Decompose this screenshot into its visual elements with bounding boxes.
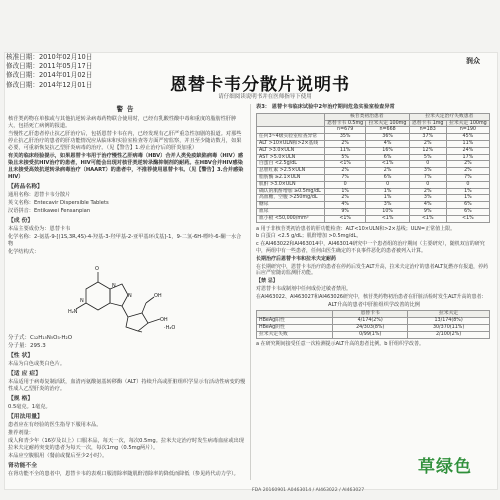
- table-body: [257, 127, 490, 222]
- table-cell: 13/174(8%): [408, 318, 490, 325]
- table-row: [257, 181, 490, 188]
- table-cell: 0/99(1%): [333, 331, 408, 338]
- dosage-text: 本品应空腹服用（餐前或餐后至少2小时）。: [8, 453, 108, 460]
- table-cell: 3%: [409, 195, 446, 202]
- table-row: [257, 195, 490, 202]
- table-header: [257, 113, 325, 127]
- table-cell: n=183: [409, 127, 446, 134]
- table-cell: 确认的肌酐增加 ≥0.5mg/dL: [257, 188, 325, 195]
- table-cell: 总胆红素 >2.5×ULN: [257, 168, 325, 175]
- table-cell: 3%: [409, 168, 446, 175]
- table-cell: 4%: [409, 202, 446, 209]
- table-cell: 30/370(11%): [408, 324, 490, 331]
- table-header: 拉米夫定 100mg: [446, 120, 489, 127]
- table-cell: 2/100(2%): [408, 331, 490, 338]
- color-stamp: 草绿色: [418, 457, 472, 477]
- table-cell: <1%: [409, 215, 446, 222]
- table-row: [257, 147, 490, 154]
- table-cell: 7%: [409, 174, 446, 181]
- table-cell: 11%: [446, 140, 489, 147]
- table-cell: 4%: [366, 140, 409, 147]
- table-row: [257, 208, 490, 215]
- table-cell: 2%: [324, 195, 366, 202]
- approval-date-line: 核准日期：2010年02月10日: [6, 53, 93, 61]
- table-cell: n=190: [446, 127, 489, 134]
- table-cell: HBeAg阳性: [257, 318, 333, 325]
- svg-text:H₂N: H₂N: [68, 309, 78, 315]
- drug-name-heading: 【药品名称】: [8, 184, 43, 190]
- table-cell: 7%: [324, 174, 366, 181]
- table-cell: 1%: [446, 195, 489, 202]
- indication-heading: 【适 应 症】: [8, 371, 42, 378]
- table-cell: 7%: [446, 174, 489, 181]
- table-cell: n=679: [324, 127, 366, 134]
- table-cell: HBeAg阴性: [257, 324, 333, 331]
- table-cell: 肌酐 >3.0×ULN: [257, 181, 325, 188]
- table-row: [257, 127, 490, 134]
- structure-label: 化学结构式：: [8, 249, 40, 255]
- warning-paragraph: 核苷类药物在单独或与其他抗逆转录病毒药物联合使用时，已经有乳酸性酸中毒和重度的脂肪性肝肿大，包括死亡病例的报道。: [8, 116, 237, 129]
- table-cell: AST >5.0×ULN: [257, 154, 325, 161]
- warning-paragraph: 有关的临床经验提示，如果恩替卡韦用于治疗慢性乙肝病毒（HBV）合并人类免疫缺陷病毒（HIV）感染且未接受抗HIV治疗的患者，HIV可能会出现对核苷类逆转录酶抑制剂的耐药。在HBV合并HIV感染且未接受高效抗逆转录病毒治疗（HAART）的患者中，不推荐使用恩替卡韦。（见【警告】3.合并感染HIV）: [8, 153, 244, 180]
- table-cell: ALT >3.0×ULN: [257, 147, 325, 154]
- table-cell: <1%: [366, 215, 409, 222]
- table-cell: 0: [409, 161, 446, 168]
- table-cell: 拉米夫定失败: [257, 331, 333, 338]
- table-cell: <1%: [324, 215, 366, 222]
- table-cell: 6%: [366, 154, 409, 161]
- appearance-text: 本品为白色或类白色片。: [8, 361, 66, 368]
- table-cell: 36%: [366, 134, 409, 141]
- table-row: [257, 202, 490, 209]
- generic-name: 通用名称：恩替卡韦分散片: [8, 192, 71, 198]
- table-cell: 6%: [366, 174, 409, 181]
- pinyin-name: 汉语拼音：Entikawei Fensanpian: [8, 208, 91, 214]
- table-body: [257, 318, 490, 338]
- revision-date-line: 修改日期：2014年12月01日: [6, 80, 93, 89]
- warning-heading: 警告: [116, 105, 138, 113]
- table-row: [257, 154, 490, 161]
- table-cell: 16%: [366, 147, 409, 154]
- table-header: 恩替卡韦 1mg: [409, 120, 446, 127]
- table-row: [257, 140, 490, 147]
- svg-text:OH: OH: [154, 293, 162, 299]
- table-cell: ALT >10×ULN和>2×基线: [257, 140, 325, 147]
- column-divider: [250, 104, 251, 480]
- footer-code: FDA 20160901 A0463014 / AI463022 / AI463027: [252, 488, 365, 493]
- table-row: [257, 174, 490, 181]
- left-column: [8, 104, 246, 479]
- renal-heading: 肾功能不全: [8, 463, 37, 470]
- warning-paragraph: 当慢性乙肝患者停止抗乙肝治疗后，包括恩替卡韦在内，已经发现有乙肝严重急性加剧的报道。对那些停止抗乙肝治疗的患者的肝功能情况应从临床和实验室检查等方面严密监察，并且至少随访数月，如果必要，可重新恢复抗乙型肝炎病毒的治疗。（见【警告】1.停止治疗后的肝炎加重）: [8, 131, 242, 151]
- table-cell: 0: [324, 181, 366, 188]
- table-footnote: c 在AI463022和AI463014中，AI463014研究中一个患者组的治疗期间（主要研究），随机双盲的研究中，两组中有一些患者，任何由医生确定的不良事件恶化的患者被列入计算。: [256, 241, 485, 254]
- table-row: [257, 318, 490, 325]
- lab-abnormality-table: [256, 113, 490, 223]
- table-row: [257, 188, 490, 195]
- table-cell: <1%: [324, 161, 366, 168]
- brand-logo: 润众: [466, 57, 480, 65]
- svg-text:N: N: [112, 283, 116, 289]
- table-cell: [257, 127, 325, 134]
- table-cell: 10%: [366, 208, 409, 215]
- table-group-header: 核苷类初治患者: [324, 113, 409, 120]
- molecular-weight: 分子量：295.3: [8, 343, 46, 350]
- table-cell: 4%: [324, 202, 366, 209]
- table-group-header: 拉米夫定治疗失败患者: [409, 113, 489, 120]
- spec-heading: 【规 格】: [8, 396, 34, 403]
- table-cell: 17%: [446, 154, 489, 161]
- table-cell: 5%: [324, 154, 366, 161]
- table-header: [257, 311, 333, 318]
- table-cell: 24/303(8%): [333, 324, 408, 331]
- dosage-text: 推荐剂量：: [8, 430, 34, 437]
- svg-text:N: N: [128, 293, 132, 299]
- table-cell: 3%: [366, 202, 409, 209]
- revision-date-line: 修改日期：2011年05月17日: [6, 62, 93, 71]
- svg-text:O: O: [95, 266, 99, 272]
- table-cell: 1%: [366, 188, 409, 195]
- revision-date-line: 修改日期：2014年01月02日: [6, 71, 93, 80]
- indication-text: 本品适用于病毒复制活跃，血清丙氨酸氨基转移酶（ALT）持续升高或肝脏组织学显示有活动性病变的慢性成人乙型肝炎的治疗。: [8, 379, 246, 393]
- document-title: 恩替卡韦分散片说明书: [170, 75, 350, 95]
- table-cell: 白蛋白 <2.5g/dL: [257, 161, 325, 168]
- section-text: 对恩替卡韦或制剂中任何成份过敏者禁用。: [256, 285, 352, 292]
- table-cell: 6%: [446, 202, 489, 209]
- table-cell: 2%: [446, 168, 489, 175]
- table-cell: 45%: [446, 134, 489, 141]
- table-row: [257, 215, 490, 222]
- table-caption: ALT升高的患者中肝脏组织学改善的比例: [328, 301, 420, 308]
- table-footnote: a 用于非核苷类初治患者的肝功能检查：ALT<10×ULN和>2×基线；ULN=正常值上限。: [256, 225, 456, 232]
- table-cell: 1%: [446, 188, 489, 195]
- table-cell: <1%: [446, 215, 489, 222]
- table-cell: 35%: [324, 134, 366, 141]
- table-cell: n=668: [366, 127, 409, 134]
- svg-text:·H₂O: ·H₂O: [164, 325, 176, 331]
- dosage-text: 成人和青少年（16岁及以上）口服本品，每天一次，每次0.5mg。拉米夫定治疗时发生病毒血症或出现拉米夫定耐药突变的患者为每天一次，每次1mg（0.5mg两片）。: [8, 438, 244, 452]
- table-cell: 糖尿: [257, 202, 325, 209]
- table-cell: 4/174(2%): [333, 318, 408, 325]
- table-cell: 5%: [409, 154, 446, 161]
- table-cell: 高血糖，空腹 >250mg/dL: [257, 195, 325, 202]
- table-footnote: b 白蛋白 <2.5 g/dL；肌酐增加 >0.5mg/dL。: [256, 233, 362, 240]
- table-cell: 2%: [409, 140, 446, 147]
- table-cell: 37%: [409, 134, 446, 141]
- table-header: 拉米夫定: [408, 311, 490, 318]
- table-cell: 11%: [324, 147, 366, 154]
- english-name: 英文名称：Entecavir Dispersible Tablets: [8, 200, 109, 206]
- table-row: [257, 168, 490, 175]
- molecule-diagram: [68, 259, 178, 333]
- table-cell: 0: [446, 181, 489, 188]
- table-cell: 2%: [409, 188, 446, 195]
- table-cell: 9%: [324, 208, 366, 215]
- table-row: [257, 161, 490, 168]
- ingredients-heading: 【成 份】: [8, 218, 34, 224]
- right-column: [256, 104, 492, 348]
- table-cell: <1%: [366, 161, 409, 168]
- section-heading: 【禁 忌】: [256, 278, 278, 285]
- table-cell: 血小板 <50,000/mm³: [257, 215, 325, 222]
- table-cell: 2%: [366, 168, 409, 175]
- table-row: [257, 331, 490, 338]
- table-cell: 0: [409, 181, 446, 188]
- molecular-formula: 分子式：C₁₂H₁₅N₅O₃·H₂O: [8, 335, 73, 341]
- table-cell: 任何3~4级实验室检查异常: [257, 134, 325, 141]
- appearance-heading: 【性 状】: [8, 353, 34, 360]
- spec-text: 0.5毫克。1毫克。: [8, 404, 51, 411]
- table-cell: 2%: [324, 168, 366, 175]
- table-header: 恩替卡韦: [333, 311, 408, 318]
- section-heading: 长期治疗后恩替卡韦和拉米夫定耐药: [256, 255, 337, 262]
- table-cell: 9%: [409, 208, 446, 215]
- dosage-heading: 【用法用量】: [8, 414, 43, 421]
- section-text: 在长期研究中，恩替卡韦治疗的患者在停药后发生ALT升高，拉米夫定治疗的患者ALT复燃亦有报道，停药后应严密随访监测肝功能。: [256, 263, 489, 277]
- table-header: 拉米夫定 100mg: [366, 120, 409, 127]
- chemical-structure: [8, 257, 246, 335]
- section-text: 在AI463022、AI463027和AI463026研究中，核苷类药物初治患者在肝脏活检时发生ALT升高的患者：: [256, 293, 487, 300]
- table-cell: 0: [366, 181, 409, 188]
- ingredients-text: 本品主要成份为：恩替卡韦: [8, 226, 71, 232]
- table-cell: 1%: [324, 188, 366, 195]
- svg-text:N: N: [80, 298, 84, 304]
- table-cell: 24%: [446, 147, 489, 154]
- chemical-name: 化学名称：2-氨基-9-[(1S,3R,4S)-4-羟基-3-羟甲基-2-亚甲基环戊基]-1，9-二氢-6H-嘌呤-6-酮一水合物: [8, 234, 242, 247]
- table-footnote: a 在研究期间接受任意一次检测提示ALT升高的患者比例。b 肝组织学改善。: [256, 340, 424, 347]
- renal-text: 在肾功能不全的患者中，恩替卡韦的表观口服清除率随肌酐清除率的降低而降低（参见药代动力学）。: [8, 471, 239, 478]
- table-cell: 2%: [324, 140, 366, 147]
- table-caption: 表3： 恩替卡韦临床试验中2年治疗期间危急实验室检查异常: [256, 104, 395, 110]
- table-header: 恩替卡韦 0.5mg: [324, 120, 366, 127]
- table-row: [257, 134, 490, 141]
- table-cell: 2%: [446, 161, 489, 168]
- histology-table: [256, 310, 490, 338]
- table-cell: 12%: [409, 147, 446, 154]
- document-subtitle: 请仔细阅读说明书并在医师指导下使用: [218, 94, 312, 100]
- table-cell: 1%: [366, 195, 409, 202]
- table-cell: 血尿: [257, 208, 325, 215]
- table-row: [257, 324, 490, 331]
- dosage-text: 患者应在有经验的医生指导下服用本品。: [8, 422, 102, 429]
- svg-text:OH: OH: [160, 317, 168, 323]
- table-cell: 脂肪酶 ≥2.1×ULN: [257, 174, 325, 181]
- table-cell: 6%: [446, 208, 489, 215]
